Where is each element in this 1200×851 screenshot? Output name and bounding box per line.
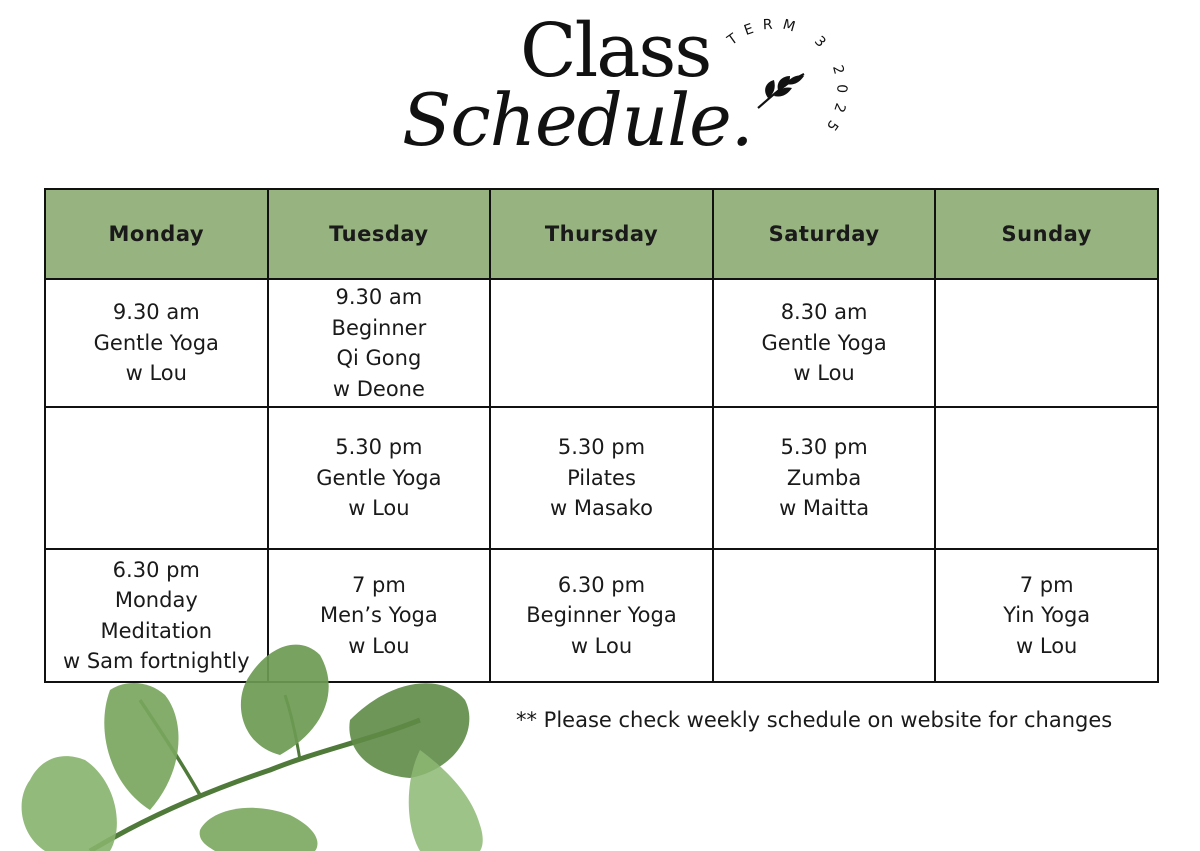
class-name: Men’s Yoga	[320, 603, 438, 628]
title-class: Class	[520, 8, 711, 94]
table-row	[45, 279, 1158, 407]
class-instructor: w Lou	[348, 633, 410, 658]
table-row	[45, 407, 1158, 549]
page-title	[0, 0, 1200, 180]
class-time: 5.30 pm	[780, 435, 868, 460]
class-instructor: w Lou	[793, 361, 855, 386]
class-cell	[713, 407, 936, 549]
class-cell	[713, 279, 936, 407]
class-instructor: w Lou	[125, 361, 187, 386]
class-name: Gentle Yoga	[93, 330, 219, 355]
class-instructor: w Deone	[332, 376, 425, 401]
class-cell	[268, 407, 491, 549]
class-time: 7 pm	[1019, 572, 1074, 597]
day-header-sunday: Sunday	[935, 189, 1158, 279]
class-cell	[45, 279, 268, 407]
schedule-footnote: ** Please check weekly schedule on website for changes	[516, 708, 1113, 732]
day-header-row	[45, 189, 1158, 279]
class-time: 5.30 pm	[335, 435, 423, 460]
title-schedule: Schedule.	[402, 78, 753, 162]
class-time: 6.30 pm	[557, 572, 646, 597]
class-name: Pilates	[567, 465, 636, 490]
empty-cell	[45, 407, 268, 549]
day-header-monday: Monday	[45, 189, 268, 279]
class-time: 6.30 pm	[112, 557, 200, 582]
class-name: Qi Gong	[336, 346, 422, 370]
day-header-tuesday: Tuesday	[268, 189, 491, 279]
term-badge	[720, 8, 850, 148]
class-time: 7 pm	[351, 572, 406, 597]
class-name: Zumba	[786, 465, 862, 490]
empty-cell	[935, 279, 1158, 407]
class-time: 8.30 am	[780, 300, 868, 325]
class-instructor: w Lou	[570, 633, 633, 658]
leaf-branch-icon	[22, 645, 483, 851]
class-name: Beginner Yoga	[526, 603, 677, 628]
leaf-sprig-icon	[758, 74, 804, 108]
class-cell	[490, 549, 713, 682]
class-cell	[268, 279, 491, 407]
empty-cell	[490, 279, 713, 407]
term-label: TERM 3 2025	[724, 16, 850, 141]
class-cell	[490, 407, 713, 549]
class-instructor: w Lou	[1016, 633, 1078, 658]
class-name: Beginner	[331, 315, 427, 340]
class-time: 5.30 pm	[557, 435, 646, 460]
day-header-thursday: Thursday	[490, 189, 713, 279]
class-name: Yin Yoga	[1003, 603, 1091, 628]
class-time: 9.30 am	[112, 300, 200, 325]
class-instructor: w Maitta	[779, 496, 870, 521]
class-instructor: w Masako	[550, 496, 653, 521]
class-name: Gentle Yoga	[316, 465, 442, 490]
class-name: Meditation	[100, 618, 213, 643]
empty-cell	[713, 549, 936, 682]
class-instructor: w Sam fortnightly	[63, 649, 250, 673]
class-name: Gentle Yoga	[761, 330, 887, 355]
class-name: Monday	[114, 588, 198, 612]
day-header-saturday: Saturday	[713, 189, 936, 279]
eucalyptus-leaves-decoration	[0, 600, 500, 851]
class-instructor: w Lou	[348, 496, 410, 521]
class-cell	[935, 549, 1158, 682]
empty-cell	[935, 407, 1158, 549]
class-time: 9.30 am	[335, 285, 423, 309]
